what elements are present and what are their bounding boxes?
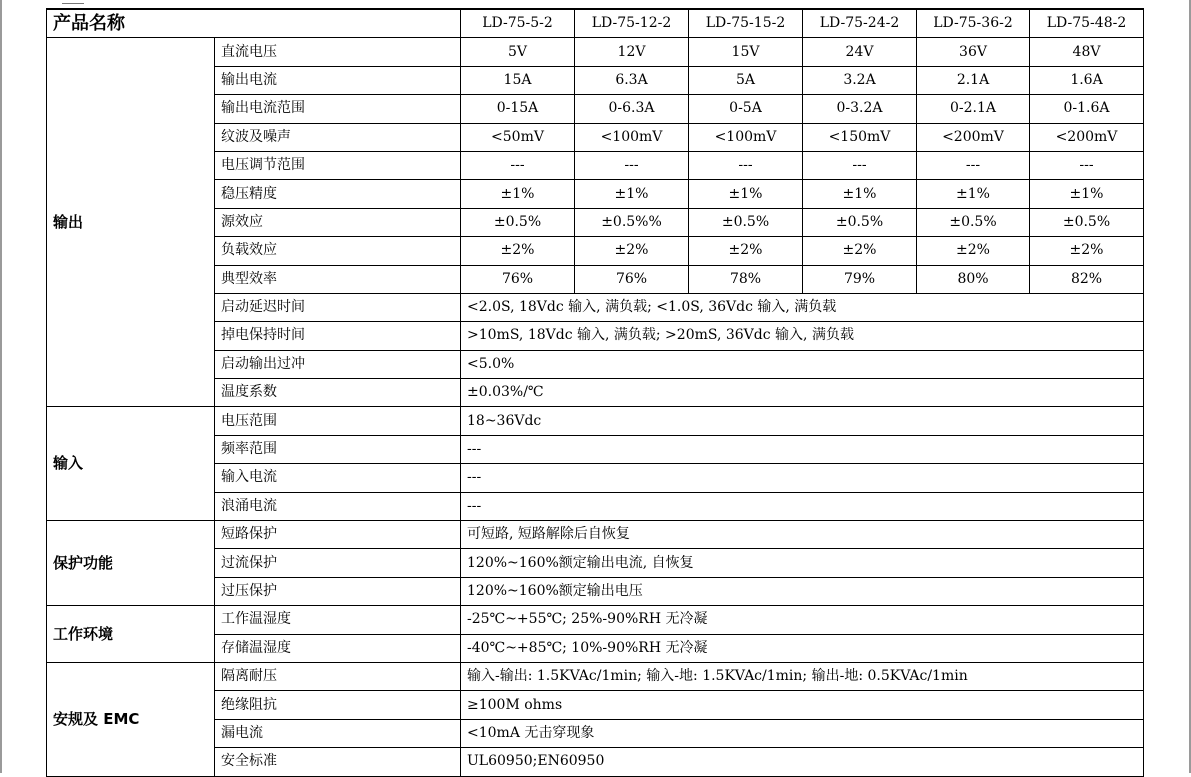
param-value: 0-2.1A (917, 95, 1030, 123)
param-value: ±0.5%% (575, 208, 689, 236)
param-value: -40℃~+85℃; 10%-90%RH 无冷凝 (461, 634, 1144, 662)
param-value: 6.3A (575, 66, 689, 94)
param-value: 82% (1030, 265, 1144, 293)
param-label: 稳压精度 (215, 180, 461, 208)
param-label: 安全标准 (215, 748, 461, 776)
param-value: --- (803, 151, 917, 179)
table-row (47, 38, 1144, 66)
table-row (47, 407, 1144, 435)
param-value: 5V (461, 38, 575, 66)
param-value: <150mV (803, 123, 917, 151)
param-value: 76% (575, 265, 689, 293)
table-row (47, 606, 1144, 634)
model-header: LD-75-36-2 (917, 9, 1030, 38)
param-value: 0-1.6A (1030, 95, 1144, 123)
param-value: 15A (461, 66, 575, 94)
param-value: <50mV (461, 123, 575, 151)
param-value: 79% (803, 265, 917, 293)
param-value: ±2% (917, 237, 1030, 265)
section-label-input: 输入 (47, 407, 215, 521)
param-label: 电压范围 (215, 407, 461, 435)
param-value: 78% (689, 265, 803, 293)
param-value: 可短路, 短路解除后自恢复 (461, 521, 1144, 549)
param-value: <200mV (1030, 123, 1144, 151)
param-value: 1.6A (1030, 66, 1144, 94)
param-value: 输入-输出: 1.5KVAc/1min; 输入-地: 1.5KVAc/1min; 输出-地: 0.5KVAc/1min (461, 662, 1144, 690)
table-row (47, 521, 1144, 549)
param-value: ±2% (1030, 237, 1144, 265)
param-value: 24V (803, 38, 917, 66)
param-label: 频率范围 (215, 435, 461, 463)
product-name-label: 产品名称 (47, 9, 461, 38)
param-value: ±1% (1030, 180, 1144, 208)
section-label-environment: 工作环境 (47, 606, 215, 663)
param-value: ±0.5% (803, 208, 917, 236)
param-value: 18~36Vdc (461, 407, 1144, 435)
section-label-safety: 安规及 EMC (47, 662, 215, 776)
param-label: 输出电流 (215, 66, 461, 94)
param-value: ±2% (461, 237, 575, 265)
param-value: 5A (689, 66, 803, 94)
model-header: LD-75-15-2 (689, 9, 803, 38)
param-label: 绝缘阻抗 (215, 691, 461, 719)
param-value: 15V (689, 38, 803, 66)
param-label: 输入电流 (215, 464, 461, 492)
param-value: ±1% (575, 180, 689, 208)
param-label: 启动延迟时间 (215, 293, 461, 321)
param-label: 直流电压 (215, 38, 461, 66)
param-value: ±1% (689, 180, 803, 208)
param-label: 温度系数 (215, 379, 461, 407)
param-value: 80% (917, 265, 1030, 293)
param-value: ±2% (575, 237, 689, 265)
param-label: 输出电流范围 (215, 95, 461, 123)
param-label: 源效应 (215, 208, 461, 236)
param-value: ±1% (803, 180, 917, 208)
param-value: 3.2A (803, 66, 917, 94)
param-label: 过流保护 (215, 549, 461, 577)
param-value: 0-15A (461, 95, 575, 123)
model-header: LD-75-12-2 (575, 9, 689, 38)
param-value: -25℃~+55℃; 25%-90%RH 无冷凝 (461, 606, 1144, 634)
param-value: <100mV (575, 123, 689, 151)
param-label: 工作温湿度 (215, 606, 461, 634)
param-value: ±2% (689, 237, 803, 265)
param-value: ±0.5% (917, 208, 1030, 236)
section-label-output: 输出 (47, 38, 215, 407)
param-label: 存储温湿度 (215, 634, 461, 662)
page-top-mark (62, 0, 84, 4)
param-value: --- (689, 151, 803, 179)
param-value: <200mV (917, 123, 1030, 151)
param-value: 12V (575, 38, 689, 66)
param-value: --- (461, 492, 1144, 520)
param-value: <100mV (689, 123, 803, 151)
param-value: --- (461, 151, 575, 179)
param-value: ±0.5% (689, 208, 803, 236)
param-value: 0-6.3A (575, 95, 689, 123)
param-label: 短路保护 (215, 521, 461, 549)
param-value: 0-5A (689, 95, 803, 123)
param-value: --- (1030, 151, 1144, 179)
param-value: <5.0% (461, 350, 1144, 378)
param-value: <10mA 无击穿现象 (461, 719, 1144, 747)
param-label: 负载效应 (215, 237, 461, 265)
param-label: 浪涌电流 (215, 492, 461, 520)
header-row (47, 9, 1144, 38)
param-label: 漏电流 (215, 719, 461, 747)
param-value: ≥100M ohms (461, 691, 1144, 719)
table-row (47, 662, 1144, 690)
param-value: ±1% (461, 180, 575, 208)
spec-table (46, 8, 1144, 777)
param-value: 120%~160%额定输出电压 (461, 577, 1144, 605)
param-label: 纹波及噪声 (215, 123, 461, 151)
model-header: LD-75-48-2 (1030, 9, 1144, 38)
param-value: ±0.03%/℃ (461, 379, 1144, 407)
param-value: ±1% (917, 180, 1030, 208)
param-label: 电压调节范围 (215, 151, 461, 179)
param-value: 0-3.2A (803, 95, 917, 123)
param-label: 启动输出过冲 (215, 350, 461, 378)
param-value: ±2% (803, 237, 917, 265)
param-value: 36V (917, 38, 1030, 66)
param-value: --- (917, 151, 1030, 179)
param-value: --- (461, 464, 1144, 492)
param-value: --- (461, 435, 1144, 463)
param-value: 120%~160%额定输出电流, 自恢复 (461, 549, 1144, 577)
param-value: ±0.5% (1030, 208, 1144, 236)
param-value: 2.1A (917, 66, 1030, 94)
param-value: UL60950;EN60950 (461, 748, 1144, 776)
param-value: 48V (1030, 38, 1144, 66)
model-header: LD-75-5-2 (461, 9, 575, 38)
param-label: 隔离耐压 (215, 662, 461, 690)
param-label: 过压保护 (215, 577, 461, 605)
param-value: --- (575, 151, 689, 179)
param-label: 典型效率 (215, 265, 461, 293)
param-value: <2.0S, 18Vdc 输入, 满负载; <1.0S, 36Vdc 输入, 满负载 (461, 293, 1144, 321)
section-label-protection: 保护功能 (47, 521, 215, 606)
param-label: 掉电保持时间 (215, 322, 461, 350)
param-value: ±0.5% (461, 208, 575, 236)
param-value: 76% (461, 265, 575, 293)
page-left-edge (0, 0, 2, 773)
param-value: >10mS, 18Vdc 输入, 满负载; >20mS, 36Vdc 输入, 满负载 (461, 322, 1144, 350)
model-header: LD-75-24-2 (803, 9, 917, 38)
